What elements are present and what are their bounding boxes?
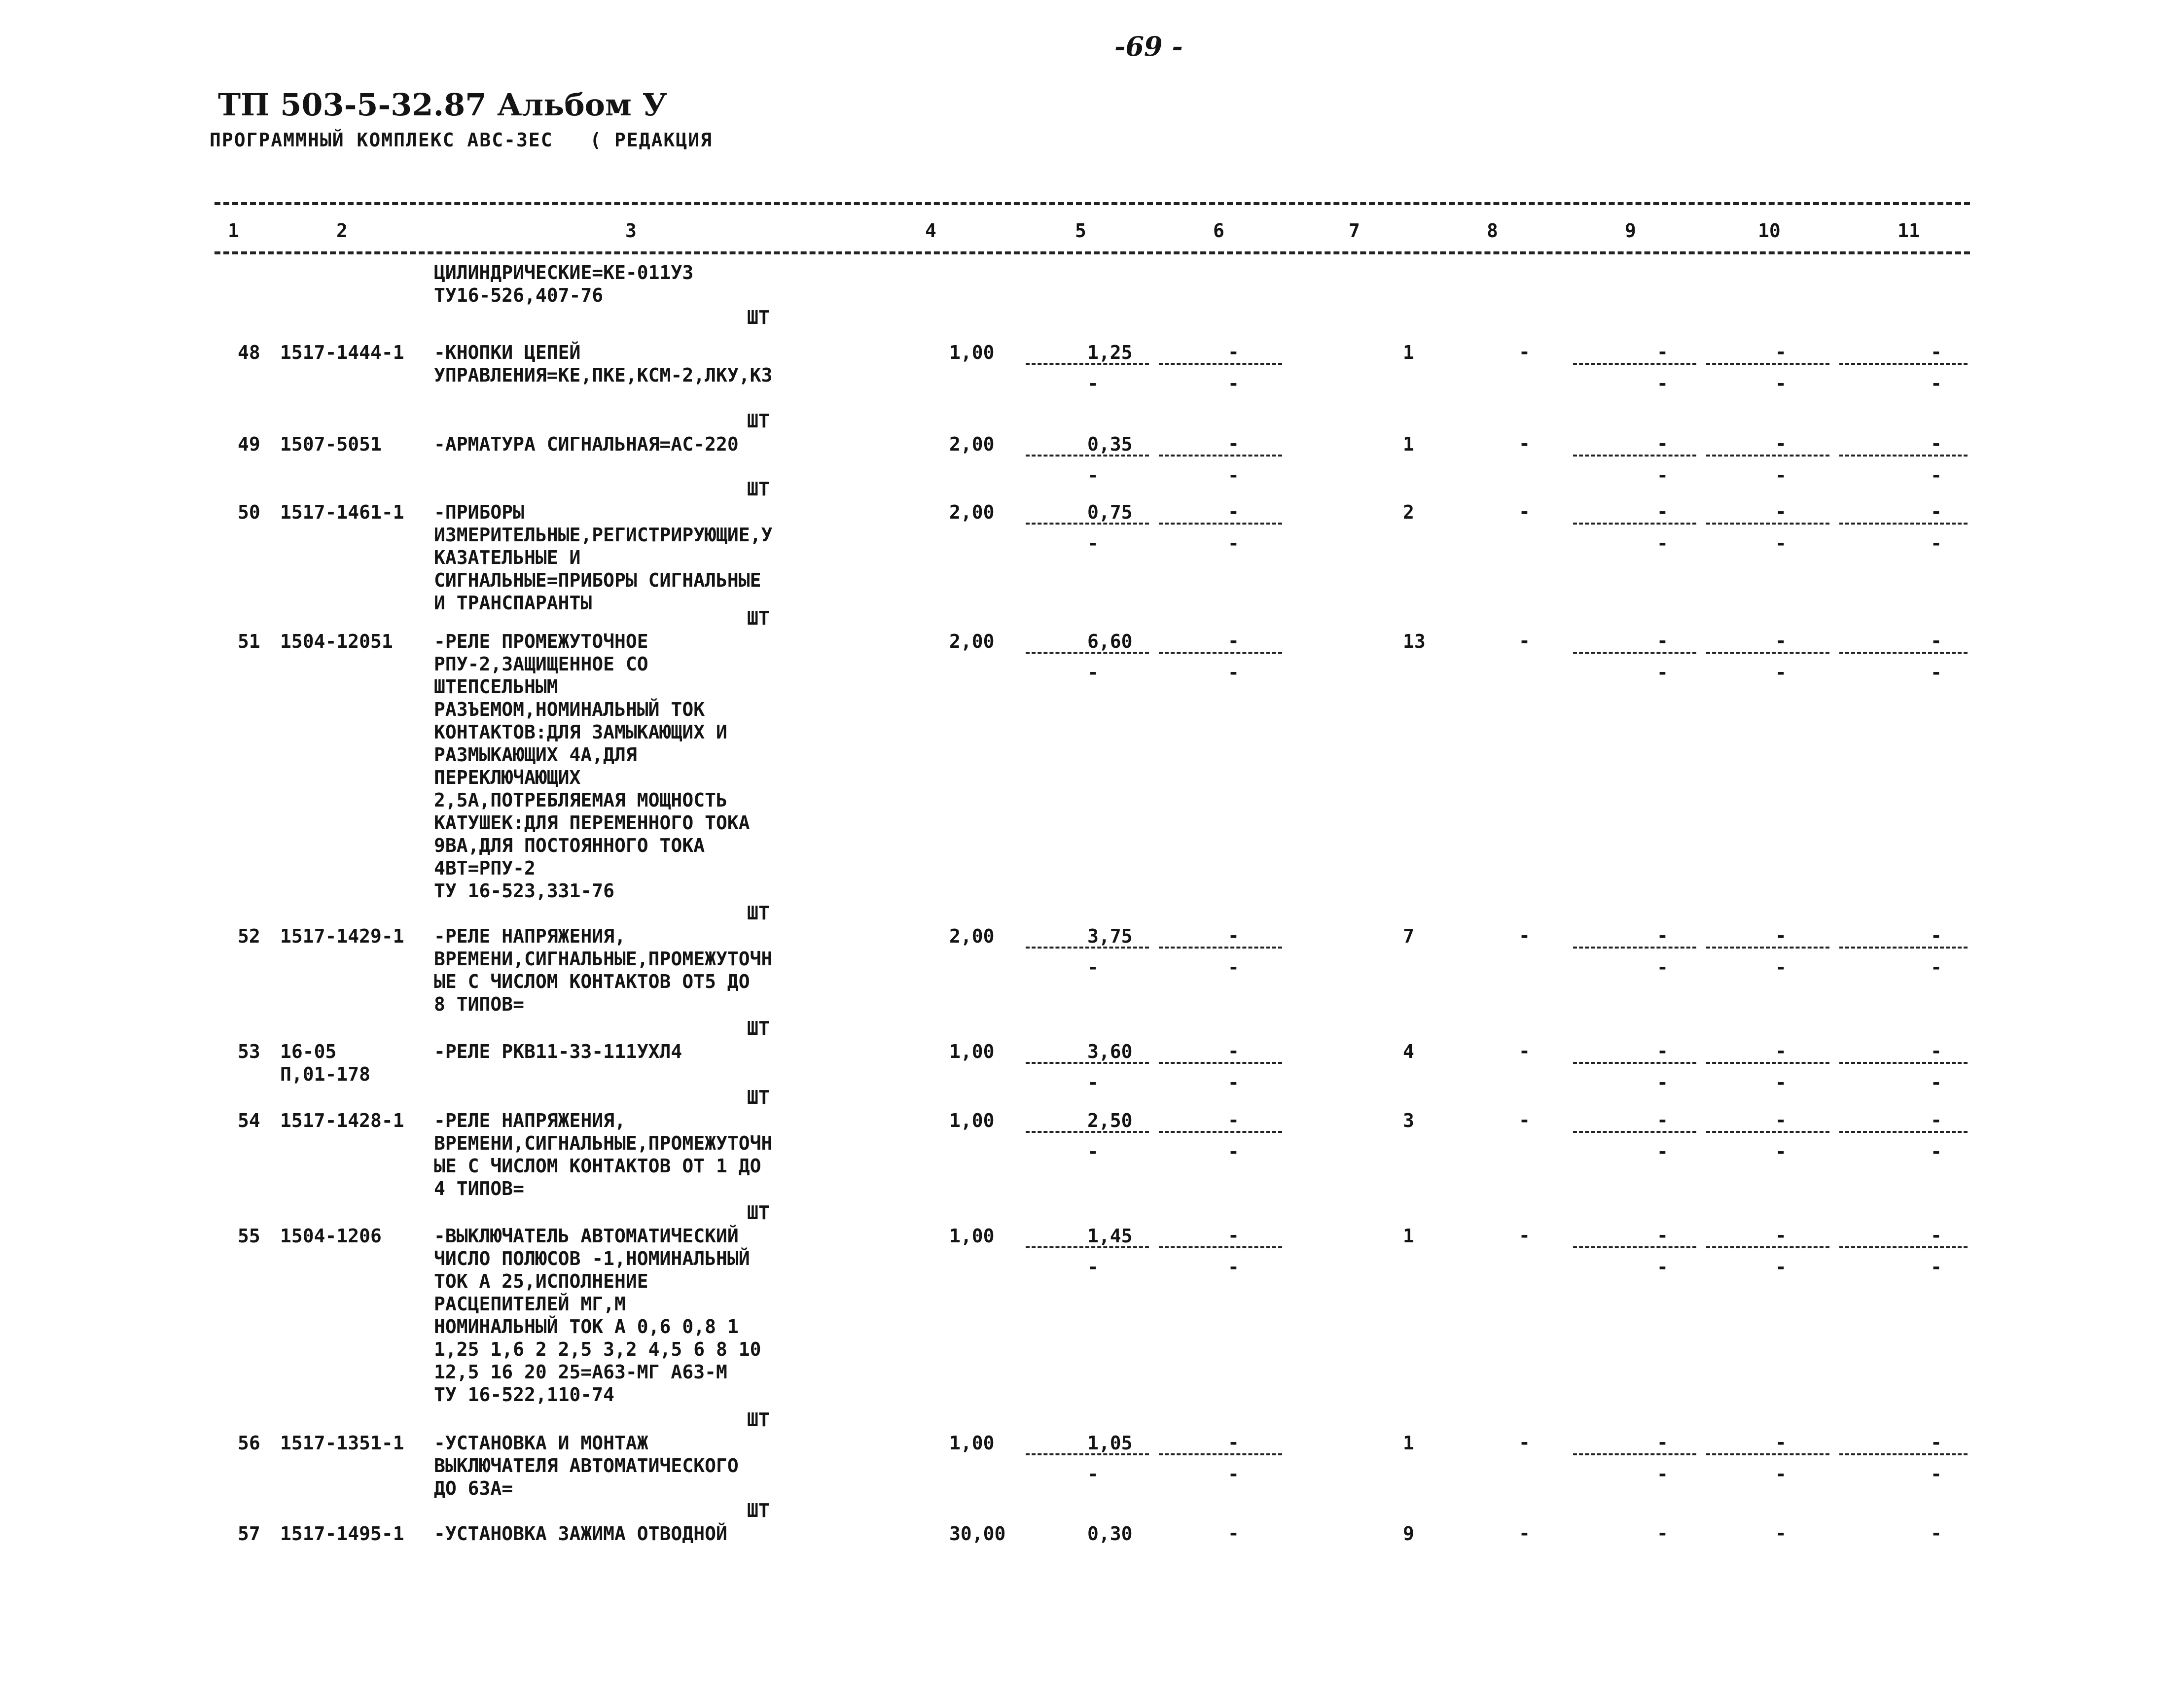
row-description: ВРЕМЕНИ,СИГНАЛЬНЫЕ,ПРОМЕЖУТОЧН [434, 948, 773, 970]
row-description: -РЕЛЕ ПРОМЕЖУТОЧНОЕ [434, 631, 648, 652]
empty-cell-dash: - [1519, 341, 1530, 363]
empty-cell-dash: - [1657, 1225, 1668, 1246]
row-col5-value: 0,75 [1087, 501, 1133, 523]
row-description: РПУ-2,ЗАЩИЩЕННОЕ СО [434, 653, 648, 675]
row-number: 49 [238, 433, 260, 455]
subtotal-dash-line [1573, 1246, 1696, 1248]
row-description: РАСЦЕПИТЕЛЕЙ МГ,М [434, 1293, 626, 1315]
empty-cell-dash: - [1657, 1463, 1668, 1485]
empty-cell-dash: - [1931, 373, 1942, 394]
page-number: -69 - [1114, 31, 1183, 62]
row-col7-value: 9 [1403, 1523, 1414, 1545]
subtotal-dash-line [1706, 363, 1829, 365]
empty-cell-dash: - [1228, 373, 1239, 394]
row-description: 8 ТИПОВ= [434, 993, 525, 1015]
empty-cell-dash: - [1775, 341, 1787, 363]
empty-cell-dash: - [1228, 1072, 1239, 1093]
row-code: 1517-1429-1 [280, 925, 404, 947]
row-description: РАЗЪЕМОМ,НОМИНАЛЬНЫЙ ТОК [434, 699, 705, 720]
row-description: И ТРАНСПАРАНТЫ [434, 592, 592, 614]
row-code: 1504-1206 [280, 1225, 382, 1247]
row-description: КОНТАКТОВ:ДЛЯ ЗАМЫКАЮЩИХ И [434, 721, 727, 743]
subtotal-dash-line [1026, 363, 1149, 365]
row-col4-value: 2,00 [949, 501, 995, 523]
empty-cell-dash: - [1657, 1040, 1668, 1062]
empty-cell-dash: - [1657, 956, 1668, 978]
empty-cell-dash: - [1931, 956, 1942, 978]
subtotal-dash-line [1839, 523, 1968, 525]
empty-cell-dash: - [1657, 501, 1668, 523]
row-code: 1504-12051 [280, 631, 393, 652]
empty-cell-dash: - [1775, 662, 1787, 683]
subtotal-dash-line [1026, 455, 1149, 457]
row-description: -ПРИБОРЫ [434, 501, 525, 523]
empty-cell-dash: - [1931, 1522, 1942, 1544]
row-description: 4ВТ=РПУ-2 [434, 857, 536, 879]
empty-cell-dash: - [1775, 630, 1787, 652]
empty-cell-dash: - [1931, 1109, 1942, 1131]
row-col5-value: 6,60 [1087, 631, 1133, 652]
row-col7-value: 7 [1403, 925, 1414, 947]
empty-cell-dash: - [1931, 1256, 1942, 1278]
row-col4-value: 2,00 [949, 631, 995, 652]
empty-cell-dash: - [1228, 1225, 1239, 1246]
subtotal-dash-line [1706, 455, 1829, 457]
row-number: 54 [238, 1110, 260, 1131]
row-col4-value: 1,00 [949, 1432, 995, 1454]
empty-cell-dash: - [1519, 630, 1530, 652]
empty-cell-dash: - [1228, 956, 1239, 978]
empty-cell-dash: - [1931, 501, 1942, 523]
subtotal-dash-line [1026, 1453, 1149, 1455]
empty-cell-dash: - [1228, 433, 1239, 455]
row-number: 48 [238, 342, 260, 363]
empty-cell-dash: - [1519, 1432, 1530, 1453]
column-header-6: 6 [1213, 220, 1224, 242]
empty-cell-dash: - [1775, 1256, 1787, 1278]
subtotal-dash-line [1573, 1131, 1696, 1133]
empty-cell-dash: - [1931, 1072, 1942, 1093]
empty-cell-dash: - [1087, 662, 1099, 683]
row-description: ЫЕ С ЧИСЛОМ КОНТАКТОВ ОТ5 ДО [434, 971, 750, 992]
row-code: 1517-1428-1 [280, 1110, 404, 1131]
row-description: ВЫКЛЮЧАТЕЛЯ АВТОМАТИЧЕСКОГО [434, 1455, 739, 1477]
empty-cell-dash: - [1087, 532, 1099, 554]
row-col4-value: 30,00 [949, 1523, 1006, 1545]
row-description: ВРЕМЕНИ,СИГНАЛЬНЫЕ,ПРОМЕЖУТОЧН [434, 1132, 773, 1154]
empty-cell-dash: - [1519, 501, 1530, 523]
row-col5-value: 3,60 [1087, 1041, 1133, 1062]
row-col4-value: 1,00 [949, 342, 995, 363]
subtotal-dash-line [1573, 1062, 1696, 1064]
row-description: УПРАВЛЕНИЯ=КЕ,ПКЕ,КСМ-2,ЛКУ,КЗ [434, 364, 773, 386]
unit-label: ШТ [747, 1500, 770, 1521]
continuation-text: ТУ16-526,407-76 [434, 284, 604, 306]
row-col4-value: 1,00 [949, 1041, 995, 1062]
subtotal-dash-line [1159, 1246, 1282, 1248]
empty-cell-dash: - [1775, 1463, 1787, 1485]
empty-cell-dash: - [1775, 1072, 1787, 1093]
subtotal-dash-line [1839, 1246, 1968, 1248]
row-description: СИГНАЛЬНЫЕ=ПРИБОРЫ СИГНАЛЬНЫЕ [434, 569, 761, 591]
subtotal-dash-line [1026, 947, 1149, 949]
unit-label: ШТ [747, 1018, 770, 1039]
empty-cell-dash: - [1931, 1141, 1942, 1162]
row-code: 1517-1461-1 [280, 501, 404, 523]
empty-cell-dash: - [1775, 1432, 1787, 1453]
empty-cell-dash: - [1657, 373, 1668, 394]
empty-cell-dash: - [1087, 956, 1099, 978]
empty-cell-dash: - [1087, 1141, 1099, 1162]
row-number: 50 [238, 501, 260, 523]
table-top-rule [215, 202, 1970, 205]
empty-cell-dash: - [1775, 925, 1787, 947]
row-col7-value: 1 [1403, 1225, 1414, 1247]
row-number: 51 [238, 631, 260, 652]
empty-cell-dash: - [1087, 464, 1099, 486]
empty-cell-dash: - [1657, 1109, 1668, 1131]
subtotal-dash-line [1026, 1246, 1149, 1248]
subtotal-dash-line [1706, 1131, 1829, 1133]
column-header-4: 4 [925, 220, 936, 242]
empty-cell-dash: - [1087, 1463, 1099, 1485]
row-number: 56 [238, 1432, 260, 1454]
subtotal-dash-line [1573, 455, 1696, 457]
empty-cell-dash: - [1228, 1432, 1239, 1453]
unit-label: ШТ [747, 307, 770, 328]
subtotal-dash-line [1159, 363, 1282, 365]
empty-cell-dash: - [1228, 1109, 1239, 1131]
subtotal-dash-line [1839, 1062, 1968, 1064]
row-number: 57 [238, 1523, 260, 1545]
subtotal-dash-line [1706, 1453, 1829, 1455]
row-description: НОМИНАЛЬНЫЙ ТОК А 0,6 0,8 1 [434, 1316, 739, 1337]
subtotal-dash-line [1573, 652, 1696, 654]
empty-cell-dash: - [1775, 1109, 1787, 1131]
row-col5-value: 2,50 [1087, 1110, 1133, 1131]
document-title: ТП 503-5-32.87 Альбом У [218, 87, 667, 123]
subtotal-dash-line [1159, 1453, 1282, 1455]
empty-cell-dash: - [1931, 1225, 1942, 1246]
empty-cell-dash: - [1228, 341, 1239, 363]
row-description: ШТЕПСЕЛЬНЫМ [434, 676, 558, 698]
row-description: ПЕРЕКЛЮЧАЮЩИХ [434, 767, 581, 788]
row-col5-value: 1,05 [1087, 1432, 1133, 1454]
empty-cell-dash: - [1228, 1040, 1239, 1062]
empty-cell-dash: - [1775, 1141, 1787, 1162]
empty-cell-dash: - [1228, 662, 1239, 683]
column-header-5: 5 [1075, 220, 1086, 242]
empty-cell-dash: - [1775, 501, 1787, 523]
empty-cell-dash: - [1931, 630, 1942, 652]
empty-cell-dash: - [1519, 1225, 1530, 1246]
subtotal-dash-line [1839, 652, 1968, 654]
row-col4-value: 2,00 [949, 433, 995, 455]
unit-label: ШТ [747, 410, 770, 432]
row-description: КАЗАТЕЛЬНЫЕ И [434, 547, 581, 568]
table-header-rule [215, 251, 1970, 254]
row-description: -РЕЛЕ НАПРЯЖЕНИЯ, [434, 925, 626, 947]
empty-cell-dash: - [1931, 1040, 1942, 1062]
subtotal-dash-line [1573, 523, 1696, 525]
row-col7-value: 1 [1403, 433, 1414, 455]
row-description: 1,25 1,6 2 2,5 3,2 4,5 6 8 10 [434, 1338, 761, 1360]
empty-cell-dash: - [1931, 433, 1942, 455]
subtotal-dash-line [1159, 652, 1282, 654]
column-header-8: 8 [1487, 220, 1498, 242]
empty-cell-dash: - [1775, 1522, 1787, 1544]
empty-cell-dash: - [1775, 433, 1787, 455]
unit-label: ШТ [747, 607, 770, 629]
continuation-text: ЦИЛИНДРИЧЕСКИЕ=КЕ-011УЗ [434, 262, 694, 283]
column-header-10: 10 [1758, 220, 1781, 242]
row-description: -РЕЛЕ НАПРЯЖЕНИЯ, [434, 1110, 626, 1131]
row-col5-value: 1,45 [1087, 1225, 1133, 1247]
empty-cell-dash: - [1931, 1463, 1942, 1485]
subtotal-dash-line [1706, 652, 1829, 654]
row-number: 53 [238, 1041, 260, 1062]
subtotal-dash-line [1573, 947, 1696, 949]
row-number: 55 [238, 1225, 260, 1247]
subtotal-dash-line [1839, 1453, 1968, 1455]
row-description: -АРМАТУРА СИГНАЛЬНАЯ=АС-220 [434, 433, 739, 455]
empty-cell-dash: - [1657, 341, 1668, 363]
empty-cell-dash: - [1931, 532, 1942, 554]
empty-cell-dash: - [1228, 1256, 1239, 1278]
empty-cell-dash: - [1775, 956, 1787, 978]
column-header-3: 3 [625, 220, 637, 242]
row-col4-value: 2,00 [949, 925, 995, 947]
empty-cell-dash: - [1519, 1040, 1530, 1062]
column-header-7: 7 [1349, 220, 1360, 242]
empty-cell-dash: - [1931, 925, 1942, 947]
empty-cell-dash: - [1657, 464, 1668, 486]
row-description: 9ВА,ДЛЯ ПОСТОЯННОГО ТОКА [434, 835, 705, 856]
subtotal-dash-line [1706, 1062, 1829, 1064]
subtotal-dash-line [1839, 363, 1968, 365]
empty-cell-dash: - [1657, 532, 1668, 554]
row-description: ЫЕ С ЧИСЛОМ КОНТАКТОВ ОТ 1 ДО [434, 1155, 761, 1177]
row-code: 1517-1444-1 [280, 342, 404, 363]
subtotal-dash-line [1839, 947, 1968, 949]
empty-cell-dash: - [1657, 925, 1668, 947]
row-number: 52 [238, 925, 260, 947]
empty-cell-dash: - [1519, 925, 1530, 947]
row-description: -УСТАНОВКА И МОНТАЖ [434, 1432, 648, 1454]
subtotal-dash-line [1026, 652, 1149, 654]
unit-label: ШТ [747, 1087, 770, 1108]
column-header-1: 1 [228, 220, 239, 242]
empty-cell-dash: - [1228, 532, 1239, 554]
empty-cell-dash: - [1657, 1522, 1668, 1544]
row-code: 1507-5051 [280, 433, 382, 455]
empty-cell-dash: - [1519, 1522, 1530, 1544]
row-col7-value: 1 [1403, 342, 1414, 363]
empty-cell-dash: - [1228, 1141, 1239, 1162]
subtotal-dash-line [1026, 1062, 1149, 1064]
subtotal-dash-line [1573, 1453, 1696, 1455]
row-description: ТУ 16-522,110-74 [434, 1384, 615, 1406]
empty-cell-dash: - [1931, 464, 1942, 486]
row-description: -РЕЛЕ РКВ11-33-111УХЛ4 [434, 1041, 682, 1062]
row-col4-value: 1,00 [949, 1110, 995, 1131]
empty-cell-dash: - [1228, 501, 1239, 523]
empty-cell-dash: - [1657, 662, 1668, 683]
row-description: КАТУШЕК:ДЛЯ ПЕРЕМЕННОГО ТОКА [434, 812, 750, 834]
subtotal-dash-line [1839, 455, 1968, 457]
row-description: -ВЫКЛЮЧАТЕЛЬ АВТОМАТИЧЕСКИЙ [434, 1225, 739, 1247]
row-code: 16-05 [280, 1041, 337, 1062]
empty-cell-dash: - [1775, 532, 1787, 554]
row-description: ИЗМЕРИТЕЛЬНЫЕ,РЕГИСТРИРУЮЩИЕ,У [434, 524, 773, 546]
unit-label: ШТ [747, 1409, 770, 1431]
subtotal-dash-line [1706, 523, 1829, 525]
empty-cell-dash: - [1228, 925, 1239, 947]
empty-cell-dash: - [1931, 341, 1942, 363]
empty-cell-dash: - [1087, 1072, 1099, 1093]
column-header-11: 11 [1898, 220, 1920, 242]
row-col5-value: 0,30 [1087, 1523, 1133, 1545]
row-col5-value: 0,35 [1087, 433, 1133, 455]
row-col7-value: 2 [1403, 501, 1414, 523]
subtotal-dash-line [1159, 1062, 1282, 1064]
row-description: ЧИСЛО ПОЛЮСОВ -1,НОМИНАЛЬНЫЙ [434, 1248, 750, 1269]
row-col5-value: 1,25 [1087, 342, 1133, 363]
column-header-2: 2 [336, 220, 348, 242]
empty-cell-dash: - [1228, 1463, 1239, 1485]
subtotal-dash-line [1159, 1131, 1282, 1133]
unit-label: ШТ [747, 478, 770, 500]
empty-cell-dash: - [1228, 464, 1239, 486]
empty-cell-dash: - [1087, 373, 1099, 394]
subtotal-dash-line [1839, 1131, 1968, 1133]
empty-cell-dash: - [1228, 1522, 1239, 1544]
subtotal-dash-line [1159, 455, 1282, 457]
empty-cell-dash: - [1657, 1141, 1668, 1162]
empty-cell-dash: - [1657, 1256, 1668, 1278]
row-col7-value: 13 [1403, 631, 1426, 652]
row-description: РАЗМЫКАЮЩИХ 4А,ДЛЯ [434, 744, 637, 766]
empty-cell-dash: - [1657, 630, 1668, 652]
empty-cell-dash: - [1519, 1109, 1530, 1131]
document-subtitle: ПРОГРАММНЫЙ КОМПЛЕКС АВС-ЗЕС ( РЕДАКЦИЯ [210, 129, 713, 151]
subtotal-dash-line [1573, 363, 1696, 365]
row-description: ТУ 16-523,331-76 [434, 880, 615, 902]
subtotal-dash-line [1706, 947, 1829, 949]
row-col7-value: 1 [1403, 1432, 1414, 1454]
subtotal-dash-line [1159, 947, 1282, 949]
row-description: ДО 63А= [434, 1478, 513, 1499]
empty-cell-dash: - [1931, 1432, 1942, 1453]
unit-label: ШТ [747, 1202, 770, 1224]
row-description: 4 ТИПОВ= [434, 1178, 525, 1199]
empty-cell-dash: - [1931, 662, 1942, 683]
empty-cell-dash: - [1657, 433, 1668, 455]
empty-cell-dash: - [1519, 433, 1530, 455]
row-col7-value: 3 [1403, 1110, 1414, 1131]
row-col4-value: 1,00 [949, 1225, 995, 1247]
subtotal-dash-line [1026, 1131, 1149, 1133]
subtotal-dash-line [1706, 1246, 1829, 1248]
row-code: 1517-1351-1 [280, 1432, 404, 1454]
unit-label: ШТ [747, 902, 770, 924]
empty-cell-dash: - [1228, 630, 1239, 652]
row-col7-value: 4 [1403, 1041, 1414, 1062]
empty-cell-dash: - [1657, 1432, 1668, 1453]
row-code: 1517-1495-1 [280, 1523, 404, 1545]
column-header-9: 9 [1625, 220, 1636, 242]
empty-cell-dash: - [1775, 1225, 1787, 1246]
subtotal-dash-line [1026, 523, 1149, 525]
row-description: ТОК А 25,ИСПОЛНЕНИЕ [434, 1270, 648, 1292]
row-code-secondary: П,01-178 [280, 1063, 371, 1085]
row-col5-value: 3,75 [1087, 925, 1133, 947]
subtotal-dash-line [1159, 523, 1282, 525]
empty-cell-dash: - [1775, 1040, 1787, 1062]
row-description: 12,5 16 20 25=А63-МГ А63-М [434, 1361, 727, 1383]
row-description: -УСТАНОВКА ЗАЖИМА ОТВОДНОЙ [434, 1523, 727, 1545]
empty-cell-dash: - [1775, 464, 1787, 486]
empty-cell-dash: - [1087, 1256, 1099, 1278]
row-description: -КНОПКИ ЦЕПЕЙ [434, 342, 581, 363]
empty-cell-dash: - [1775, 373, 1787, 394]
row-description: 2,5А,ПОТРЕБЛЯЕМАЯ МОЩНОСТЬ [434, 789, 727, 811]
empty-cell-dash: - [1657, 1072, 1668, 1093]
